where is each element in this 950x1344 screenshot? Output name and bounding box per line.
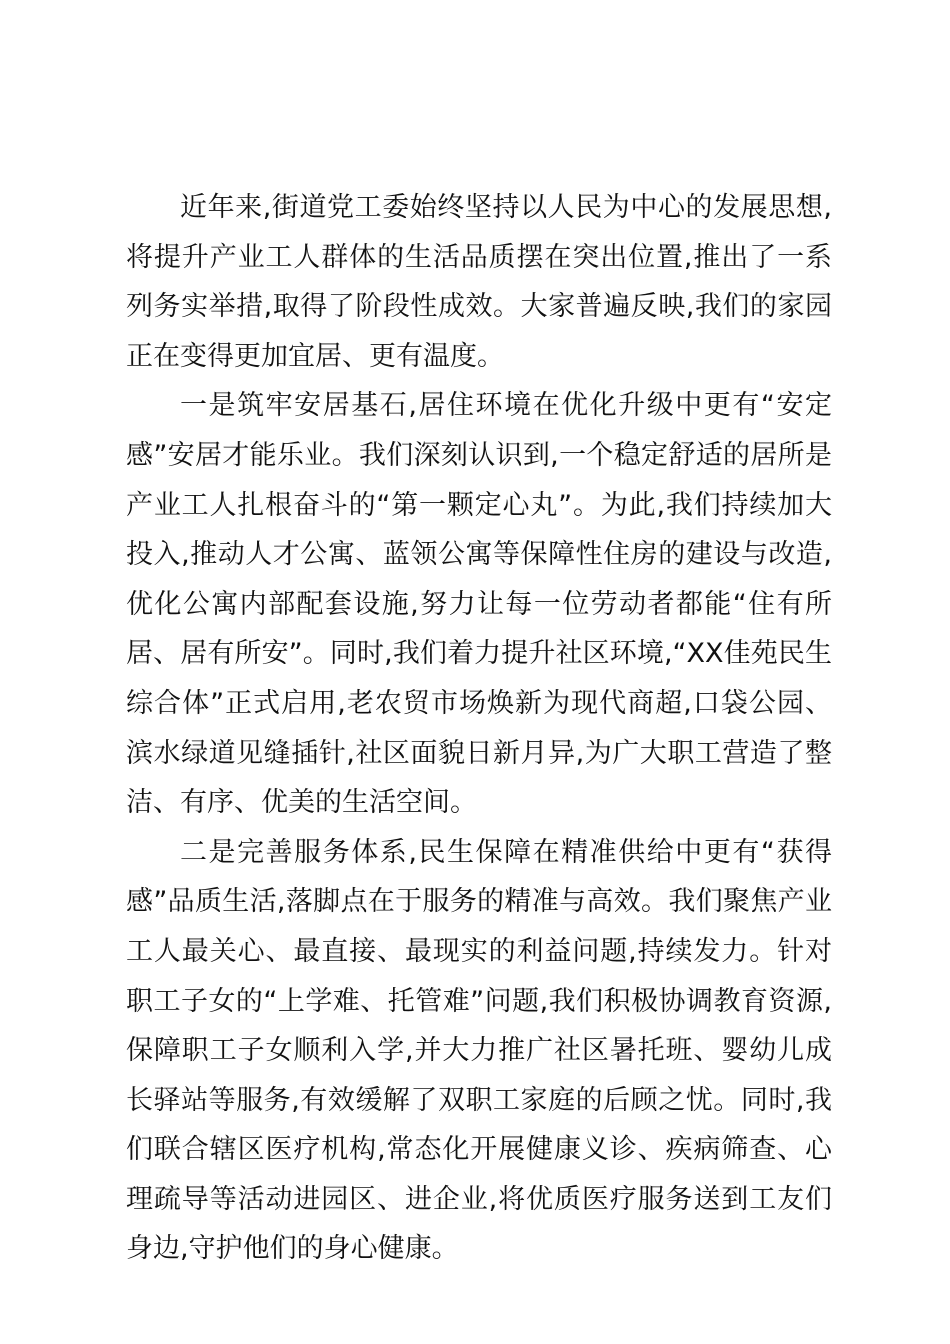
paragraph-intro: 近年来,街道党工委始终坚持以人民为中心的发展思想,将提升产业工人群体的生活品质摆在突出位置,推出了一系列务实举措,取得了阶段性成效。大家普遍反映,我们的家园正在变得更加宜居、更有温度。 — [126, 192, 832, 372]
paragraph-services: 二是完善服务体系,民生保障在精准供给中更有“获得感”品质生活,落脚点在于服务的精准与高效。我们聚焦产业工人最关心、最直接、最现实的利益问题,持续发力。针对职工子女的“上学难、托管难”问题,我们积极协调教育资源,保障职工子女顺利入学,并大力推广社区暑托班、婴幼儿成长驿站等服务,有效缓解了双职工家庭的后顾之忧。同时,我们联合辖区医疗机构,常态化开展健康义诊、疾病筛查、心理疏导等活动进园区、进企业,将优质医疗服务送到工友们身边,守护他们的身心健康。 — [126, 836, 832, 1265]
document-body — [126, 183, 832, 1274]
paragraph-housing: 一是筑牢安居基石,居住环境在优化升级中更有“安定感”安居才能乐业。我们深刻认识到,一个稳定舒适的居所是产业工人扎根奋斗的“第一颗定心丸”。为此,我们持续加大投入,推动人才公寓、蓝领公寓等保障性住房的建设与改造,优化公寓内部配套设施,努力让每一位劳动者都能“住有所居、居有所安”。同时,我们着力提升社区环境,“XX佳苑民生综合体”正式启用,老农贸市场焕新为现代商超,口袋公园、滨水绿道见缝插针,社区面貌日新月异,为广大职工营造了整洁、有序、优美的生活空间。 — [126, 390, 832, 819]
